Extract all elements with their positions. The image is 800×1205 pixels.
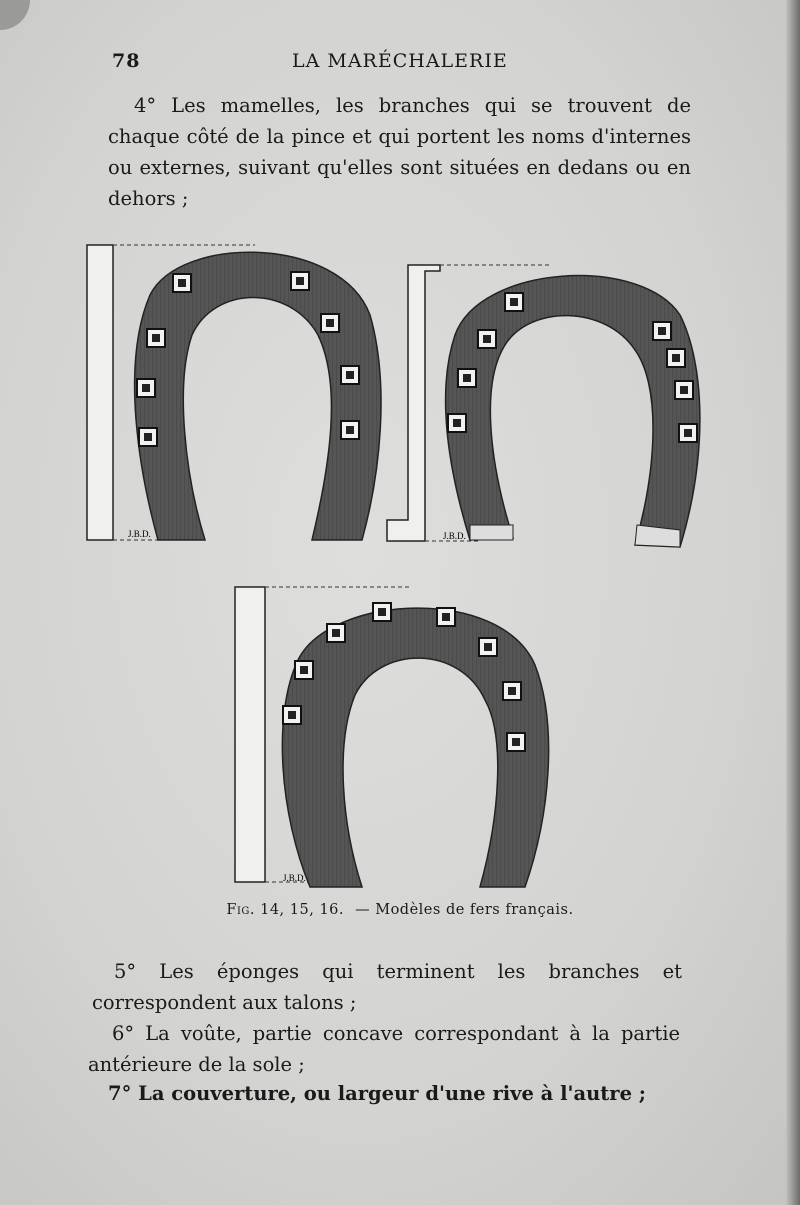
side-profile-14 — [87, 245, 113, 540]
signature-15: J.B.D. — [443, 531, 466, 541]
caption-text: — Modèles de fers français. — [355, 902, 574, 918]
page-number: 78 — [112, 50, 141, 72]
paragraph-mamelles: 4° Les mamelles, les branches qui se trouvent de chaque côté de la pince et qui portent les noms d'internes ou externes, suivant qu'elles sont situées en dedans ou en dehors ; — [108, 94, 691, 210]
paragraph-eponges: 5° Les éponges qui terminent les branches et correspondent aux talons ; — [92, 960, 682, 1014]
paragraph-couverture: 7° La couverture, ou largeur d'une rive à l'autre ; — [108, 1082, 646, 1105]
horseshoe-fig-14 — [87, 245, 381, 540]
shoe-shape-14 — [135, 252, 381, 540]
figure-caption — [0, 902, 800, 918]
page-corner — [0, 0, 30, 30]
side-profile-15 — [387, 265, 440, 541]
horseshoe-fig-15 — [387, 265, 700, 547]
horseshoe-fig-16 — [235, 587, 549, 887]
running-title: LA MARÉCHALERIE — [292, 50, 508, 72]
book-spine — [786, 0, 800, 1205]
side-profile-16 — [235, 587, 265, 882]
signature-16: J.B.D. — [283, 873, 306, 883]
page-header — [0, 50, 800, 80]
caption-label: Fig. 14, 15, 16. — [226, 902, 345, 918]
paragraph-voute: 6° La voûte, partie concave correspondant à la partie antérieure de la sole ; — [88, 1022, 680, 1076]
signature-14: J.B.D. — [128, 529, 151, 539]
shoe-shape-15 — [446, 276, 700, 547]
horseshoe-figure — [80, 235, 720, 900]
